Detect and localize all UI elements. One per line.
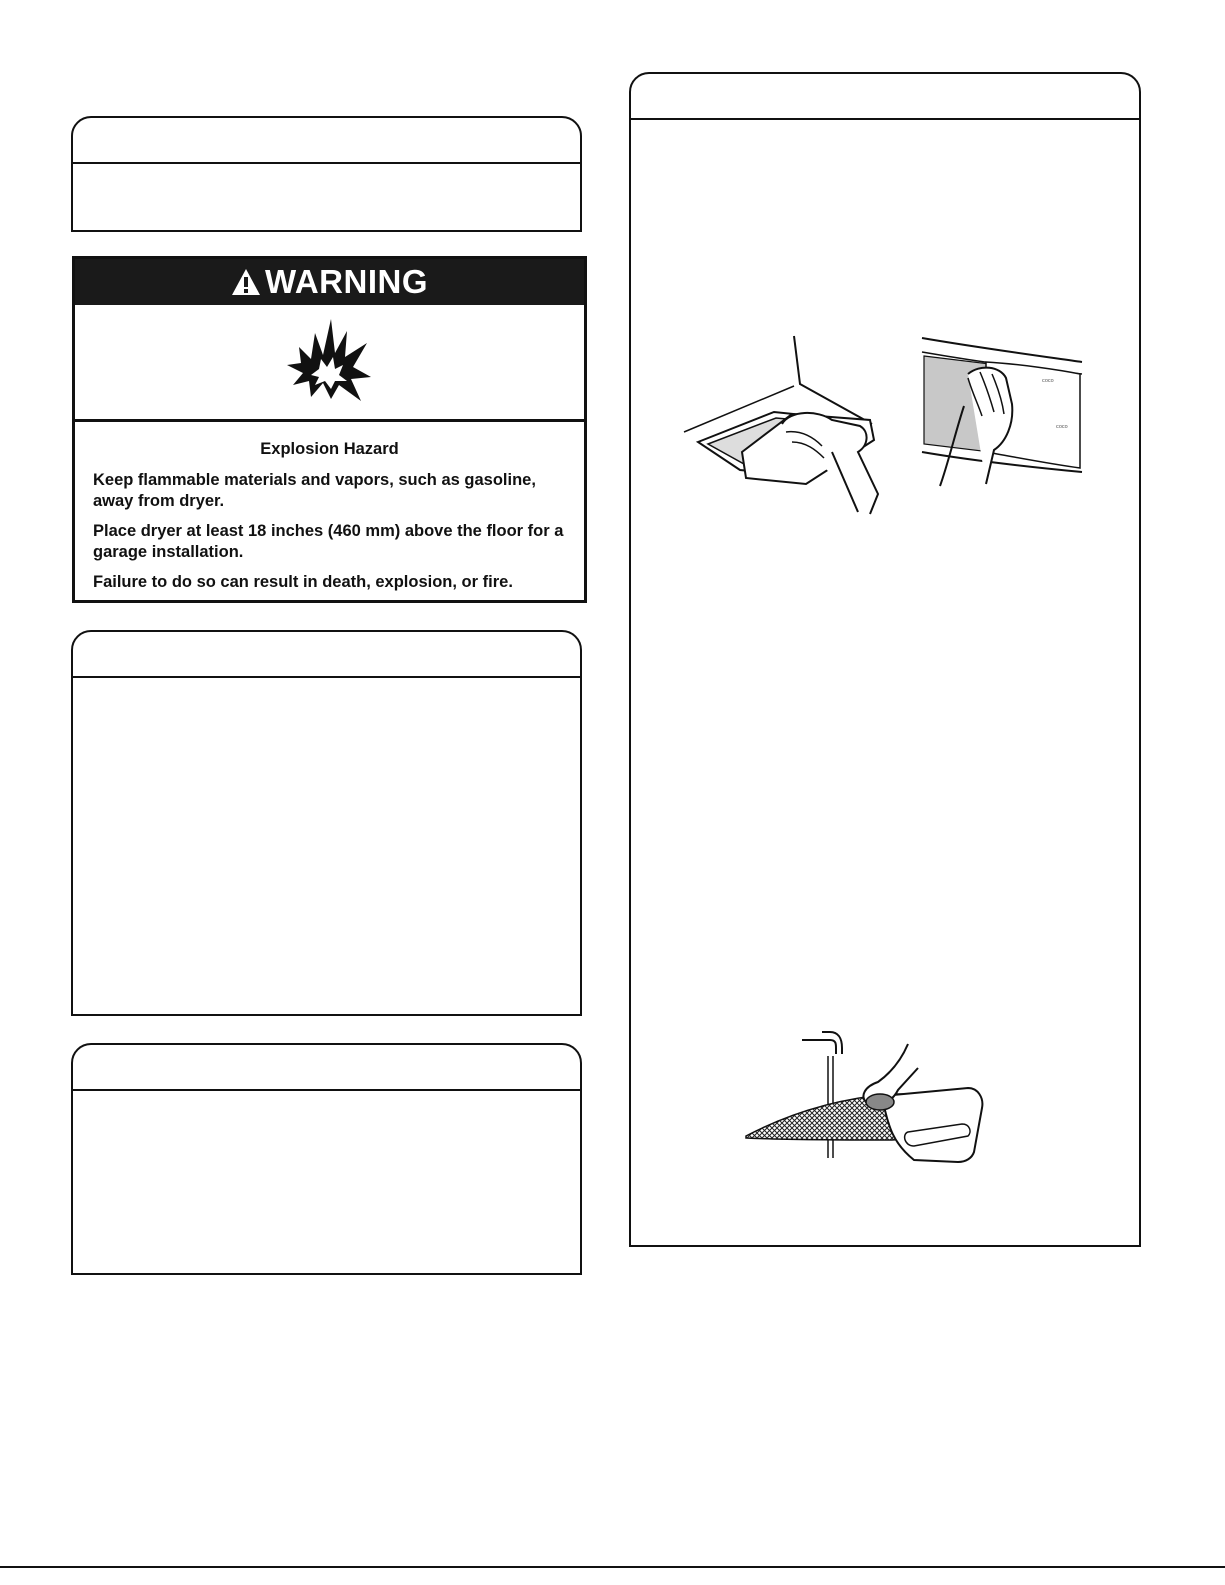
warning-symbol-area [75,305,584,422]
info-box-3-header [73,1045,580,1091]
info-box-1-header [73,118,580,164]
info-box-3 [71,1043,582,1275]
svg-text:ᶜᵒᶜᵒ: ᶜᵒᶜᵒ [1056,423,1068,432]
warning-header [75,259,584,305]
info-box-2 [71,630,582,1016]
info-box-2-header [73,632,580,678]
hazard-title: Explosion Hazard [260,440,399,458]
page-bottom-rule [0,1566,1225,1568]
info-box-4-header [631,74,1139,120]
lint-screen-removal-illustration [682,334,892,519]
warning-line-1: Keep flammable materials and vapors, such as gasoline, away from dryer. [93,471,536,510]
warning-triangle-icon [231,268,261,296]
warning-body [93,439,566,602]
warning-title: WARNING [265,263,428,300]
lint-cleaning-illustration [920,334,1085,494]
explosion-hazard-icon [285,319,375,405]
lint-screen-washing-illustration [742,1028,987,1163]
warning-line-2: Place dryer at least 18 inches (460 mm) above the floor for a garage installation. [93,522,564,561]
svg-text:ᶜᵒᶜᵒ: ᶜᵒᶜᵒ [1042,377,1054,386]
info-box-1 [71,116,582,232]
warning-panel [72,256,587,603]
warning-line-3: Failure to do so can result in death, explosion, or fire. [93,573,513,591]
